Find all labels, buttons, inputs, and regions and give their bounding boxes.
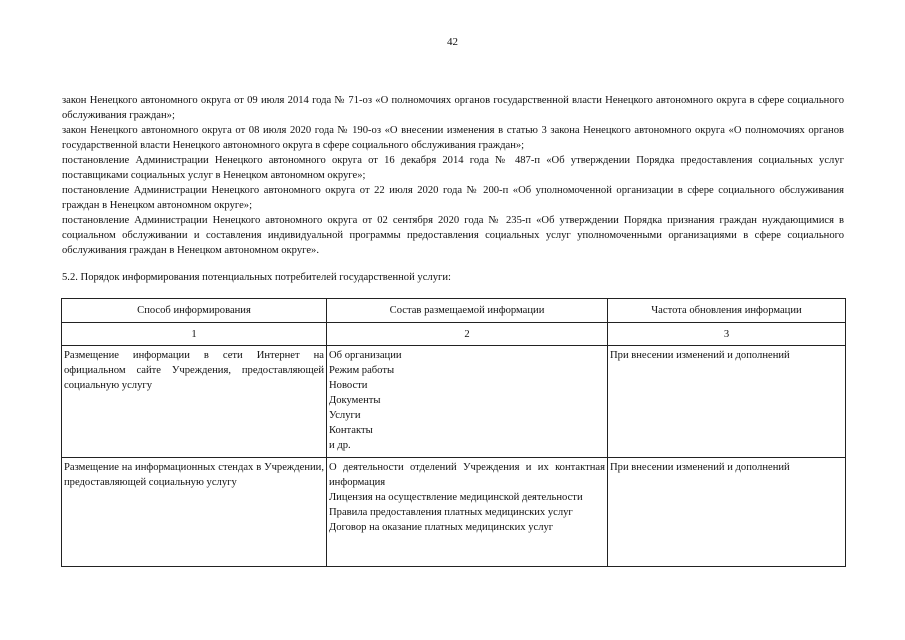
cell-frequency: При внесении изменений и дополнений xyxy=(608,458,846,567)
column-number: 1 xyxy=(62,323,327,346)
section-title: 5.2. Порядок информирования потенциальных потребителей государственной услуги: xyxy=(62,272,451,283)
paragraph: постановление Администрации Ненецкого автономного округа от 22 июля 2020 года № 200-п «Об уполномоченной организации в сфере социального обслуживания граждан в Ненецком автономном округе»; xyxy=(62,185,844,211)
content-item: Новости xyxy=(329,380,368,391)
cell-content xyxy=(327,346,608,458)
table-row xyxy=(62,346,846,458)
cell-method: Размещение на информационных стендах в Учреждении, предоставляющей социальную услугу xyxy=(62,458,327,567)
table-number-row xyxy=(62,323,846,346)
content-item: Договор на оказание платных медицинских услуг xyxy=(329,522,554,533)
content-item: Лицензия на осуществление медицинской деятельности xyxy=(329,492,583,503)
content-item: и др. xyxy=(329,440,351,451)
cell-frequency: При внесении изменений и дополнений xyxy=(608,346,846,458)
column-number: 3 xyxy=(608,323,846,346)
content-item: Контакты xyxy=(329,425,373,436)
paragraph: постановление Администрации Ненецкого автономного округа от 02 сентября 2020 года № 235-п «Об утверждении Порядка признания граждан нуждающимися в социальном обслуживании и составления индивидуальной программы предоставления социальных услуг уполномоченными организациями в сфере социального обслуживания граждан в Ненецком автономном округе». xyxy=(62,215,844,256)
paragraph: закон Ненецкого автономного округа от 08 июля 2020 года № 190-оз «О внесении изменения в статью 3 закона Ненецкого автономного округа «О полномочиях органов государственной власти Ненецкого автономного округа в сфере социального обслуживания граждан»; xyxy=(62,125,844,151)
header-content: Состав размещаемой информации xyxy=(327,299,608,323)
table-row xyxy=(62,458,846,567)
cell-content xyxy=(327,458,608,567)
cell-method: Размещение информации в сети Интернет на официальном сайте Учреждения, предоставляющей социальную услугу xyxy=(62,346,327,458)
table-header-row xyxy=(62,299,846,323)
header-frequency: Частота обновления информации xyxy=(608,299,846,323)
content-item: Правила предоставления платных медицинских услуг xyxy=(329,507,573,518)
paragraph: постановление Администрации Ненецкого автономного округа от 16 декабря 2014 года № 487-п «Об утверждении Порядка предоставления социальных услуг поставщиками социальных услуг в Ненецком автономном округе»; xyxy=(62,155,844,181)
page-number: 42 xyxy=(447,36,458,48)
paragraph: закон Ненецкого автономного округа от 09 июля 2014 года № 71-оз «О полномочиях органов государственной власти Ненецкого автономного округа в сфере социального обслуживания граждан»; xyxy=(62,95,844,121)
content-item: Услуги xyxy=(329,410,361,421)
column-number: 2 xyxy=(327,323,608,346)
content-item: Об организации xyxy=(329,350,402,361)
header-method: Способ информирования xyxy=(62,299,327,323)
content-item: Документы xyxy=(329,395,381,406)
information-table xyxy=(61,298,846,567)
content-item: О деятельности отделений Учреждения и их контактная информация xyxy=(329,462,605,488)
content-item: Режим работы xyxy=(329,365,395,376)
legal-references xyxy=(62,93,844,258)
